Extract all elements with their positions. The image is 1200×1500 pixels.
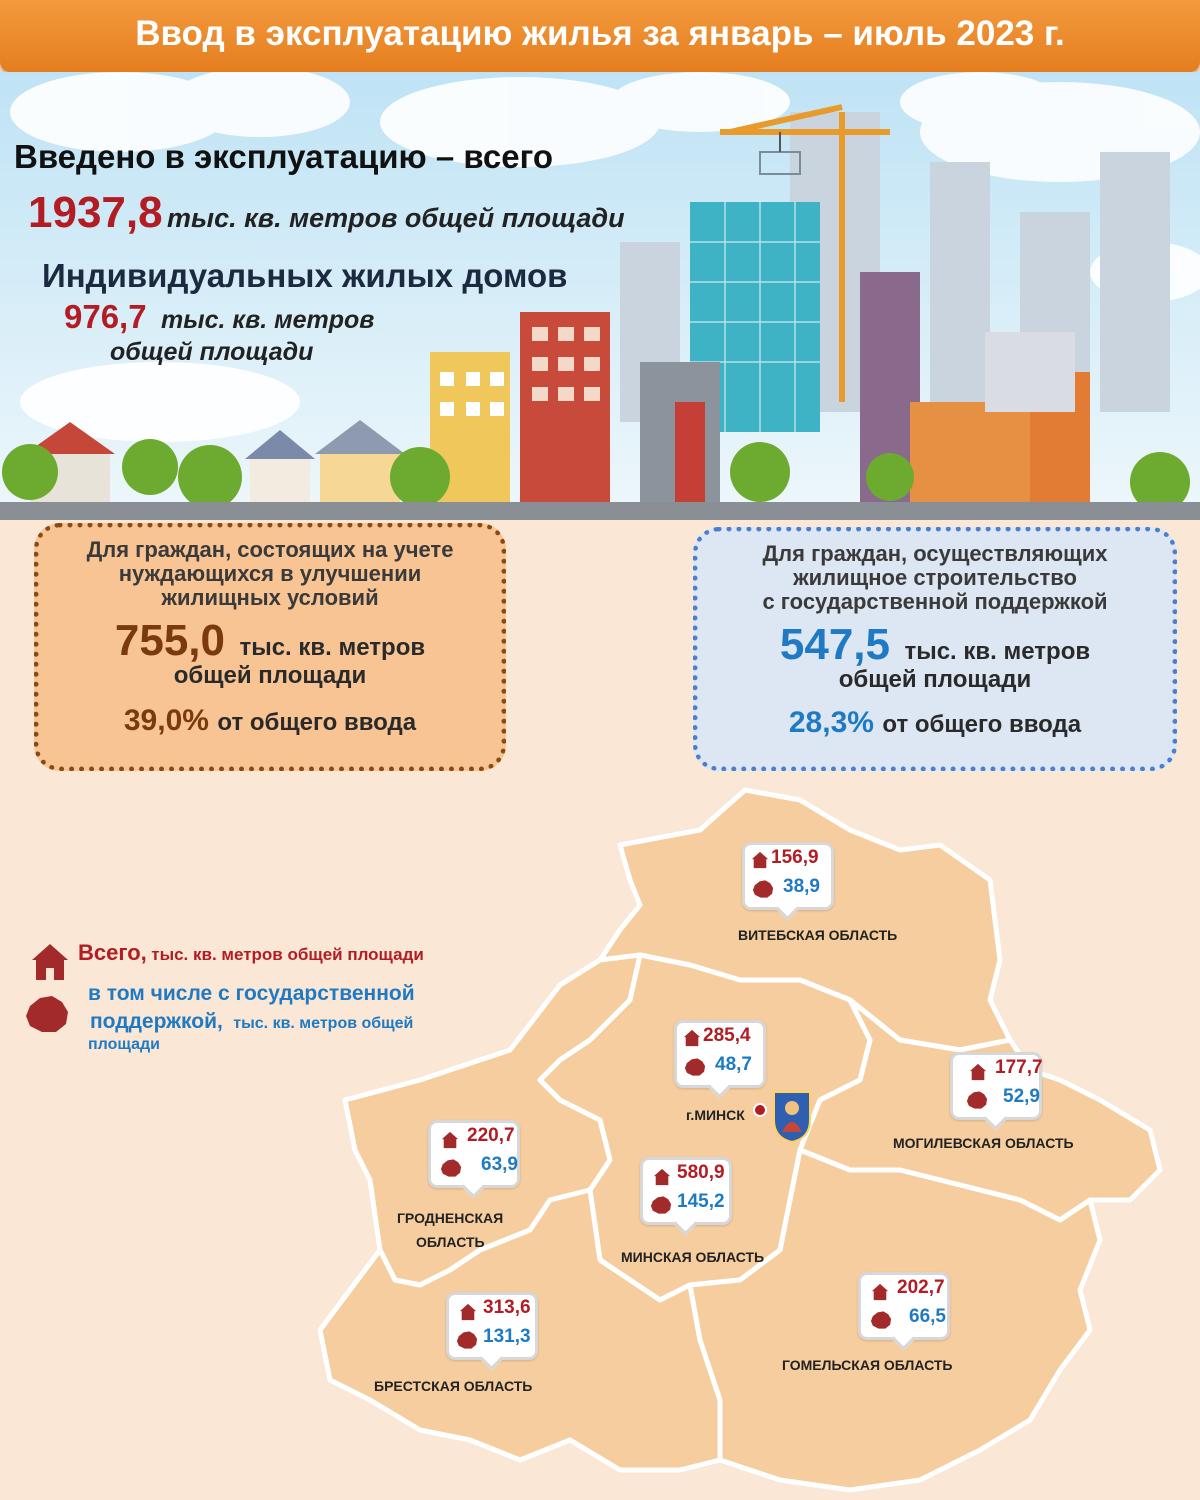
vitebsk-total: 156,9: [771, 847, 819, 868]
brest-total: 313,6: [483, 1297, 531, 1318]
grodno-support: 63,9: [481, 1154, 518, 1175]
badge-grodno: [428, 1120, 520, 1188]
minsk-city-dot: [754, 1104, 766, 1116]
map-shape-icon: [455, 1329, 479, 1351]
legend-total-word: Всего,: [78, 940, 147, 965]
gomel-support: 66,5: [909, 1306, 946, 1327]
badge-vitebsk: [742, 842, 834, 910]
brest-name: БРЕСТСКАЯ ОБЛАСТЬ: [374, 1378, 533, 1394]
mogilev-name: МОГИЛЕВСКАЯ ОБЛАСТЬ: [893, 1135, 1074, 1151]
badge-gomel: [858, 1272, 950, 1340]
card-left-share-text: от общего ввода: [217, 709, 417, 736]
house-icon: [459, 1303, 477, 1321]
card-right-share-text: от общего ввода: [882, 711, 1082, 738]
minsk-city-support: 48,7: [715, 1054, 752, 1075]
individual-value: 976,7: [64, 298, 147, 335]
minsk-city-name: г.МИНСК: [686, 1107, 745, 1123]
card-left-unit: тыс. кв. метров: [239, 634, 426, 661]
gomel-total: 202,7: [897, 1277, 945, 1298]
house-icon: [683, 1029, 701, 1047]
map-shape-icon: [965, 1089, 989, 1111]
map-shape-icon: [683, 1056, 707, 1078]
minsk-oblast-total: 580,9: [677, 1162, 725, 1183]
card-left-unit-2: общей площади: [173, 662, 367, 689]
legend-support-1: в том числе с государственной: [88, 982, 415, 1005]
brest-support: 131,3: [483, 1326, 531, 1347]
grodno-name-2: ОБЛАСТЬ: [416, 1234, 485, 1250]
map-shape-icon: [649, 1194, 673, 1216]
minsk-coat-of-arms-icon: [774, 1092, 810, 1142]
card-right-title-1: Для граждан, осуществляющих: [762, 541, 1108, 566]
individual-unit-line2: общей площади: [110, 338, 314, 366]
gomel-name: ГОМЕЛЬСКАЯ ОБЛАСТЬ: [782, 1357, 953, 1373]
card-right-title-3: с государственной поддержкой: [762, 589, 1108, 614]
card-left-value: 755,0: [114, 616, 225, 665]
card-right-title-2: жилищное строительство: [793, 565, 1077, 590]
badge-minsk-city: [674, 1020, 766, 1088]
card-left-title-3: жилищных условий: [161, 585, 379, 610]
mogilev-total: 177,7: [995, 1057, 1043, 1078]
badge-brest: [446, 1292, 538, 1360]
minsk-city-total: 285,4: [703, 1025, 751, 1046]
card-left-share: 39,0%: [123, 704, 209, 737]
total-label: Введено в эксплуатацию – всего: [14, 138, 554, 175]
house-icon: [751, 851, 769, 869]
house-icon: [653, 1168, 671, 1186]
legend-support-2-rest: тыс. кв. метров общей: [233, 1015, 414, 1032]
badge-minsk-oblast: [640, 1157, 732, 1225]
grodno-total: 220,7: [467, 1125, 515, 1146]
mogilev-support: 52,9: [1003, 1086, 1040, 1107]
legend-support-2: [90, 1010, 413, 1034]
grodno-name-1: ГРОДНЕНСКАЯ: [397, 1210, 504, 1226]
support-map-icon: [22, 992, 72, 1036]
card-right-value: 547,5: [779, 620, 890, 669]
total-value: 1937,8: [28, 188, 163, 237]
total-unit: тыс. кв. метров общей площади: [167, 203, 625, 233]
map-shape-icon: [439, 1157, 463, 1179]
card-right-unit-2: общей площади: [838, 666, 1032, 693]
minsk-oblast-name: МИНСКАЯ ОБЛАСТЬ: [621, 1249, 765, 1265]
individual-label: Индивидуальных жилых домов: [42, 257, 568, 294]
legend-total-unit: тыс. кв. метров общей площади: [151, 945, 424, 964]
card-left-title-2: нуждающихся в улучшении: [118, 561, 422, 586]
map-shape-icon: [869, 1309, 893, 1331]
legend: [30, 940, 550, 1060]
individual-unit: тыс. кв. метров: [161, 306, 375, 334]
badge-mogilev: [950, 1052, 1042, 1120]
card-right-unit: тыс. кв. метров: [904, 638, 1091, 665]
map-shape-icon: [751, 878, 775, 900]
total-house-icon: [30, 942, 70, 982]
card-right-share: 28,3%: [788, 706, 874, 739]
legend-support-3: площади: [88, 1036, 160, 1053]
legend-support-2-bold: поддержкой,: [90, 1010, 223, 1033]
card-left-title-1: Для граждан, состоящих на учете: [86, 537, 454, 562]
minsk-oblast-support: 145,2: [677, 1191, 725, 1212]
house-icon: [969, 1063, 987, 1081]
house-icon: [441, 1131, 459, 1149]
house-icon: [871, 1283, 889, 1301]
vitebsk-name: ВИТЕБСКАЯ ОБЛАСТЬ: [738, 927, 898, 943]
legend-total: [78, 940, 424, 966]
page-title: Ввод в эксплуатацию жилья за январь – июль 2023 г.: [135, 14, 1065, 53]
vitebsk-support: 38,9: [783, 876, 820, 897]
